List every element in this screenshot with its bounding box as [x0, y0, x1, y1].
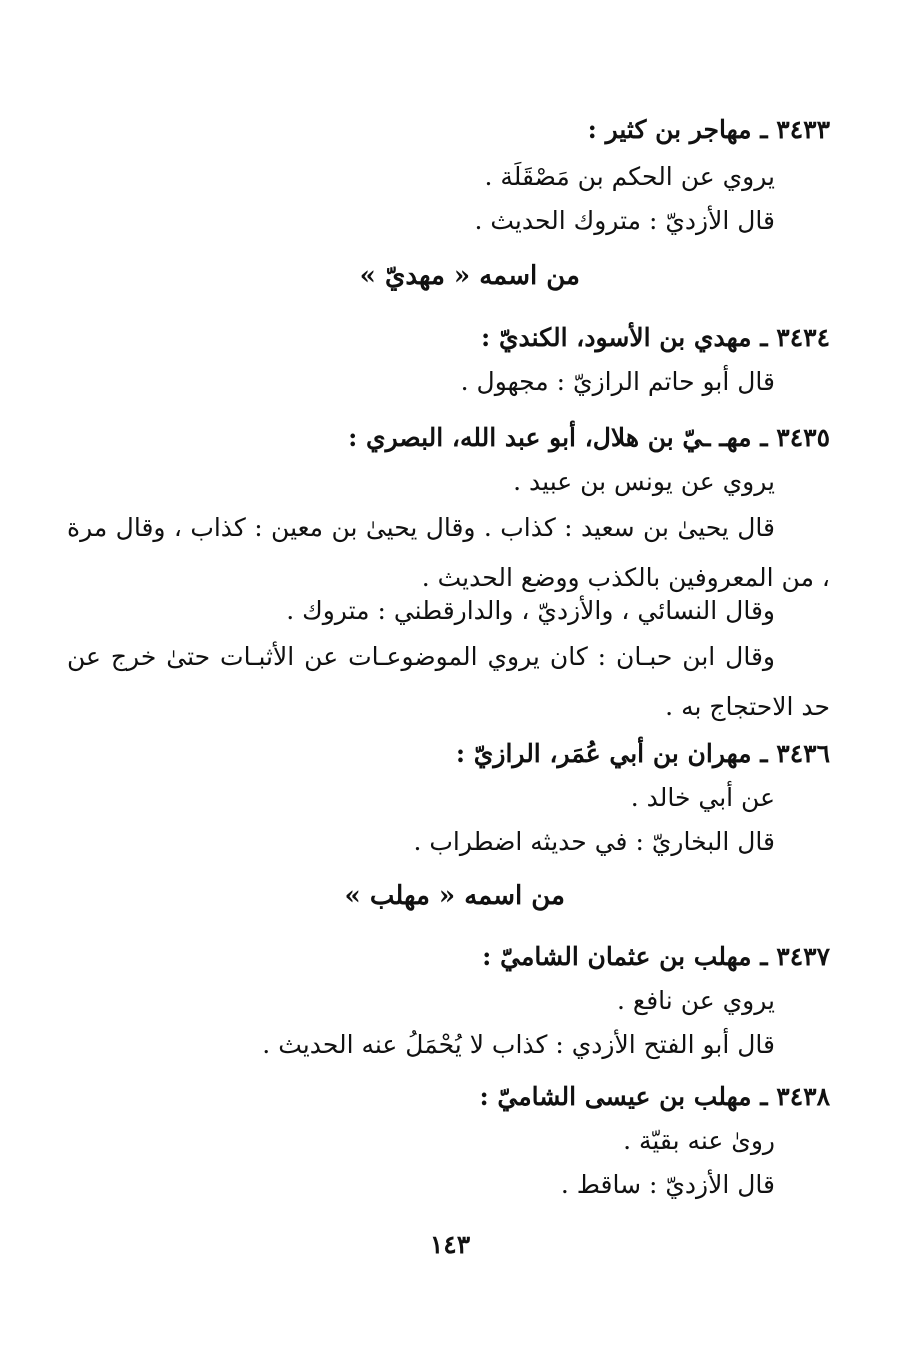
entry-3436-line-2: قال البخاريّ : في حديثه اضطراب .	[413, 827, 775, 856]
section-heading-muhallab: من اسمه « مهلب »	[344, 881, 565, 911]
entry-3435-line-1: يروي عن يونس بن عبيد .	[513, 467, 775, 496]
entry-3433-line-1: يروي عن الحكم بن مَصْقَلَة .	[484, 162, 775, 191]
entry-3438-line-1: روىٰ عنه بقيّة .	[623, 1126, 775, 1155]
entry-3434-heading: ٣٤٣٤ ـ مهدي بن الأسود، الكنديّ :	[481, 323, 830, 352]
entry-3434-line-1: قال أبو حاتم الرازيّ : مجهول .	[460, 367, 775, 396]
page-number: ١٤٣	[429, 1230, 471, 1259]
entry-3438-line-2: قال الأزديّ : ساقط .	[560, 1170, 775, 1199]
section-heading-mahdi: من اسمه « مهديّ »	[359, 261, 580, 291]
entry-3435-paragraph-2: وقال ابن حبـان : كان يروي الموضوعـات عن الأثبـات حتىٰ خرج عن حد الاحتجاج به .	[67, 642, 830, 721]
entry-3435-line-2: وقال النسائي ، والأزديّ ، والدارقطني : متروك .	[286, 596, 775, 625]
entry-3438-heading: ٣٤٣٨ ـ مهلب بن عيسى الشاميّ :	[479, 1082, 830, 1111]
entry-3437-line-2: قال أبو الفتح الأزدي : كذاب لا يُحْمَلُ عنه الحديث .	[262, 1030, 775, 1059]
entry-3435-paragraph-1: قال يحيىٰ بن سعيد : كذاب . وقال يحيىٰ بن معين : كذاب ، وقال مرة ، من المعروفين بالكذب ووضع الحديث .	[67, 513, 830, 592]
entry-3435-heading: ٣٤٣٥ ـ مهـ ـيّ بن هلال، أبو عبد الله، البصري :	[348, 423, 830, 452]
entry-3433-heading: ٣٤٣٣ ـ مهاجر بن كثير :	[587, 115, 830, 144]
entry-3437-heading: ٣٤٣٧ ـ مهلب بن عثمان الشاميّ :	[482, 942, 830, 971]
entry-3436-heading: ٣٤٣٦ ـ مهران بن أبي عُمَر، الرازيّ :	[455, 739, 830, 768]
entry-3433-line-2: قال الأزديّ : متروك الحديث .	[474, 206, 775, 235]
entry-3436-line-1: عن أبي خالد .	[630, 783, 775, 812]
entry-3437-line-1: يروي عن نافع .	[617, 986, 775, 1015]
